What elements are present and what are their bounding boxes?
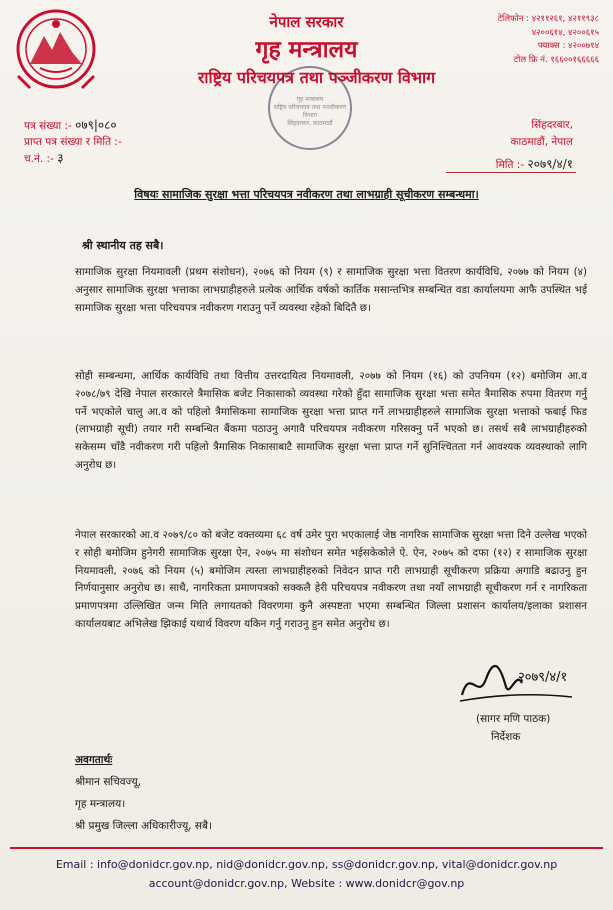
fax-line: फ्याक्स : ४२००७१४ (537, 41, 599, 51)
reference-block (24, 117, 122, 167)
body-paragraph-2: सोही सम्बन्धमा, आर्थिक कार्यविधि तथा वित्तीय उत्तरदायित्व नियमावली, २०७७ को नियम (१६) को उपनियम (१२) बमोजिम आ.व २०७८/७९ देखि नेपाल सरकारले त्रैमासिक बजेट निकासाको व्यवस्था गरेको हुँदा सामाजिक सुरक्षा भत्ता समेत त्रैमासिक रुपमा वितरण गर्नु पर्ने भएकोले चालु आ.व को पहिलो त्रैमासिकमा सामाजिक सुरक्षा भत्ता प्राप्त गर्ने लाभग्राहीहरुले सामाजिक सुरक्षा भत्ताको फबाई फिड (लाभग्राही सूची) तयार गरी सम्बन्धित बैंकमा पठाउनु अगावै परिचयपत्र नवीकरण गरिसक्नु पर्ने भएको छ। तसर्थ सबै लाभग्राहीहरुको सकेसम्म चाँडै नवीकरण गरी पहिलो त्रैमासिक निकासाबाटै सामाजिक सुरक्षा भत्ता प्राप्त गर्ने सुनिश्चितता गर्न आवश्यक व्यवस्थाको लागि अनुरोध छ। (75, 370, 587, 471)
copy-to-heading: अवगतार्थः (75, 754, 113, 766)
footer-website: account@donidcr.gov.np, Website : www.donidcr@gov.np (148, 877, 465, 890)
signature-date: २०७९/४/१ (518, 670, 568, 685)
date-underline (446, 172, 576, 173)
stamp-line: सिंहदरबार, काठमाडौं (287, 120, 333, 127)
footer-divider (10, 847, 603, 849)
phone-line-2: ४२००६१४, ४२००६१५ (531, 27, 599, 38)
letterhead-government: नेपाल सरकार (269, 13, 344, 31)
toll-free-line: टोल फ्रि नं. १६६००१६६६६६ (513, 54, 599, 65)
date-value: २०७९/४/१ (527, 157, 573, 171)
body-paragraph-1: सामाजिक सुरक्षा नियमावली (प्रथम संशोधन), २०७६ को नियम (९) र सामाजिक सुरक्षा भत्ता वितरण कार्यविधि, २०७७ को नियम (४) अनुसार सामाजिक सुरक्षा भत्ताका लाभग्राहीहरुले प्रत्येक आर्थिक वर्षको कार्तिक मसान्तभित्र सम्बन्धित वडा कार्यालयमा आफै उपस्थित भई सामाजिक सुरक्षा भत्ता परिचयपत्र नवीकरण गराउनु पर्ने व्यवस्था रहेको बिदितै छ। (75, 266, 587, 314)
footer-emails: Email : info@donidcr.gov.np, nid@donidcr.gov.np, ss@donidcr.gov.np, vital@donidcr.gov.np (55, 858, 558, 871)
date-label: मिति :- (495, 159, 525, 171)
letterhead-department: राष्ट्रिय परिचयपत्र तथा पञ्जीकरण विभाग (197, 68, 436, 87)
phone-line: टेलिफोन : ४२११२६१, ४२११९३८ (497, 14, 599, 24)
signatory-title: निर्देशक (491, 731, 521, 743)
letterhead-contact (479, 13, 599, 67)
copy-to-recipient: श्रीमान सचिवज्यू, (75, 776, 142, 788)
salutation: श्री स्थानीय तह सबै। (82, 239, 164, 252)
address-line: काठमाडौं, नेपाल (510, 136, 573, 148)
subject-text: विषयः सामाजिक सुरक्षा भत्ता परिचयपत्र नवीकरण तथा लाभग्राही सूचीकरण सम्बन्धमा। (134, 188, 479, 201)
copy-to-recipient: गृह मन्त्रालय। (75, 798, 126, 810)
footer-contact (0, 855, 613, 893)
signatory-name: (सागर मणि पाठक) (476, 713, 551, 725)
office-address (510, 117, 573, 151)
stamp-line: राष्ट्रिय परिचयपत्र तथा पञ्जीकरण विभाग (273, 104, 347, 119)
letter-number-label: पत्र संख्या :- (24, 120, 72, 132)
stamp-line: गृह मन्त्रालय (296, 96, 324, 103)
copy-to-recipient: श्री प्रमुख जिल्ला अधिकारीज्यू, सबै। (75, 820, 212, 832)
office-stamp (268, 66, 352, 150)
body-paragraph-3: नेपाल सरकारको आ.व २०७९/८० को बजेट वक्तव्यमा ६८ वर्ष उमेर पुरा भएकालाई जेष्ठ नागरिक सामाजिक सुरक्षा भत्ता दिने उल्लेख भएको र सोही बमोजिम हुनेगरी सामाजिक सुरक्षा ऐन, २०७५ मा संशोधन समेत भईसकेकोले ऐ. ऐन, २०७५ को दफा (१२) र सामाजिक सुरक्षा नियमावली, २०७६ को नियम (५) बमोजिम त्यस्ता लाभग्राहीहरुको निवेदन प्राप्त गरी लाभग्राही सूचीकरण प्रक्रिया अगाडि बढाउनु हुन निर्णयानुसार अनुरोध छ। साथै, नागरिकता प्रमाणपत्रको सक्कलै हेरी परिचयपत्र नवीकरण तथा नयाँ लाभग्राही सूचीकरण गर्न र नागरिकता प्रमाणपत्रमा उल्लिखित जन्म मिति लगायतको विवरणमा कुनै अस्पष्टता भएमा सम्बन्धित जिल्ला प्रशासन कार्यालय/इलाका प्रशासन कार्यालयबाट अभिलेख झिकाई यथार्थ विवरण यकिन गर्नु गराउनु हुन समेत अनुरोध छ। (75, 529, 587, 630)
dispatch-number-label: च.नं. :- (24, 153, 54, 165)
letter-date (496, 155, 573, 172)
copy-to-block (75, 749, 212, 837)
handwritten-signature (456, 657, 576, 707)
letterhead-ministry: गृह मन्त्रालय (255, 37, 358, 63)
letter-subject (0, 187, 613, 202)
letter-number-value: ०७९|०८० (75, 118, 117, 132)
address-line: सिंहदरबार, (531, 119, 573, 131)
received-letter-label: प्राप्त पत्र संख्या र मिति :- (24, 136, 122, 148)
dispatch-number-value: ३ (57, 151, 64, 165)
